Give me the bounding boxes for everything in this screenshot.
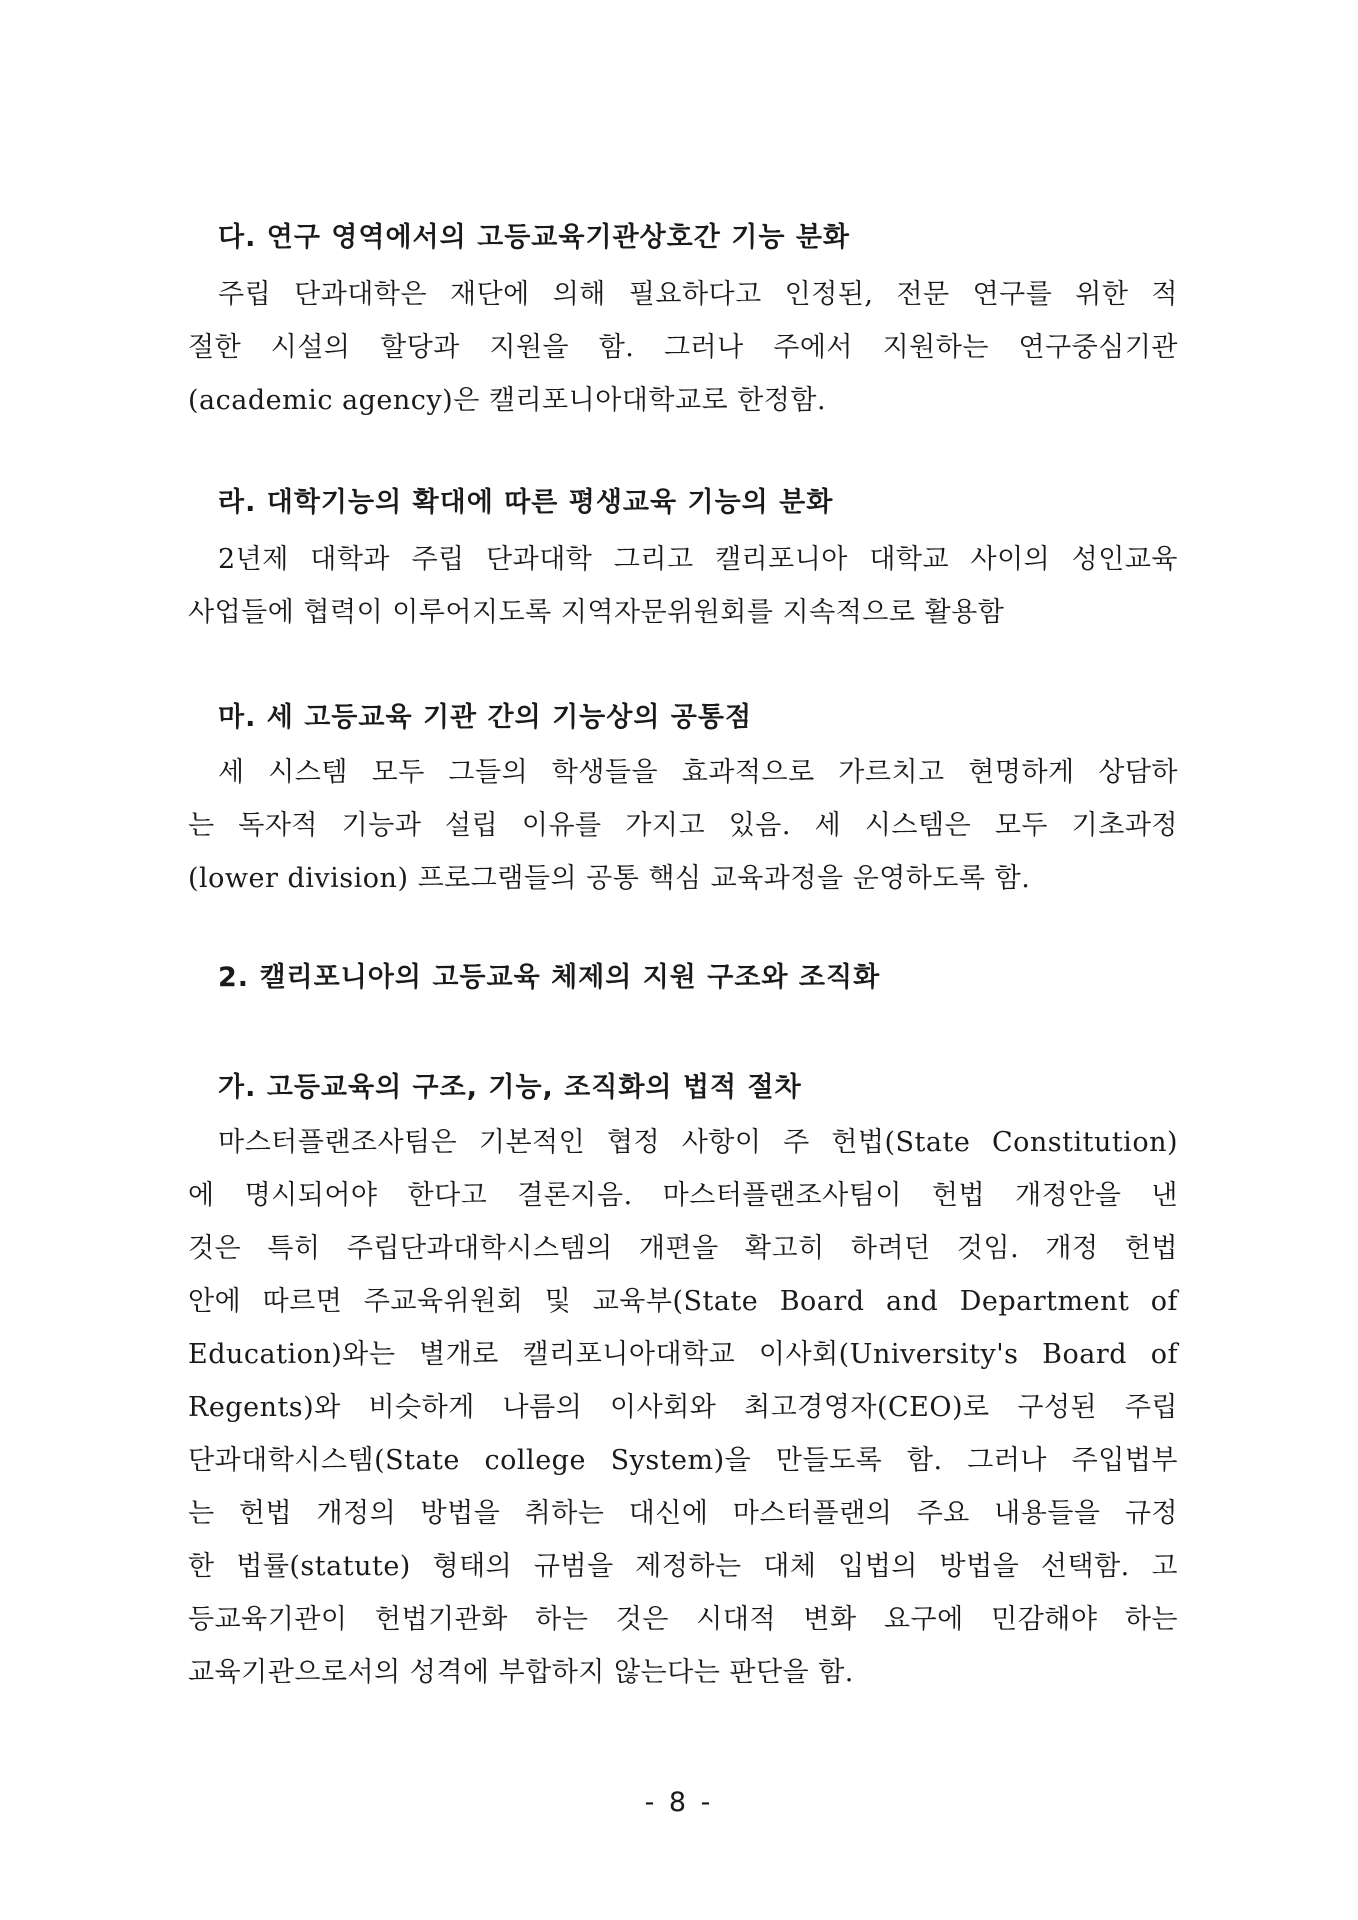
- section-heading-legal-procedure: 가. 고등교육의 구조, 기능, 조직화의 법적 절차: [218, 1072, 802, 1103]
- text-line: (academic agency)은 캘리포니아대학교로 한정함.: [188, 385, 827, 416]
- text-line: Regents)와 비슷하게 나름의 이사회와 최고경영자(CEO)로 구성된 주립: [188, 1392, 1178, 1423]
- chapter-heading-support-structure: 2. 캘리포니아의 고등교육 체제의 지원 구조와 조직화: [218, 962, 881, 993]
- section-heading-lifelong-education: 라. 대학기능의 확대에 따른 평생교육 기능의 분화: [218, 487, 834, 518]
- text-line: 마스터플랜조사팀은 기본적인 협정 사항이 주 헌법(State Constitution): [218, 1127, 1178, 1158]
- text-line: 단과대학시스템(State college System)을 만들도록 함. 그러나 주입법부: [188, 1445, 1178, 1476]
- text-line: 안에 따르면 주교육위원회 및 교육부(State Board and Department of: [188, 1286, 1178, 1317]
- text-line: Education)와는 별개로 캘리포니아대학교 이사회(University's Board of: [188, 1339, 1178, 1370]
- section-body-legal-procedure: [188, 1116, 1178, 1699]
- text-line: 2년제 대학과 주립 단과대학 그리고 캘리포니아 대학교 사이의 성인교육: [218, 544, 1178, 575]
- section-body-research: [188, 268, 1178, 427]
- text-line: 는 헌법 개정의 방법을 취하는 대신에 마스터플랜의 주요 내용들을 규정: [188, 1498, 1178, 1529]
- text-line: (lower division) 프로그램들의 공통 핵심 교육과정을 운영하도록 함.: [188, 863, 1031, 894]
- section-heading-research: 다. 연구 영역에서의 고등교육기관상호간 기능 분화: [218, 222, 850, 253]
- section-heading-common-functions: 마. 세 고등교육 기관 간의 기능상의 공통점: [218, 702, 753, 733]
- text-line: 사업들에 협력이 이루어지도록 지역자문위원회를 지속적으로 활용함: [188, 597, 1005, 628]
- section-body-lifelong-education: [188, 533, 1178, 639]
- text-line: 세 시스템 모두 그들의 학생들을 효과적으로 가르치고 현명하게 상담하: [218, 757, 1178, 788]
- text-line: 절한 시설의 할당과 지원을 함. 그러나 주에서 지원하는 연구중심기관: [188, 332, 1178, 363]
- section-body-common-functions: [188, 746, 1178, 905]
- text-line: 한 법률(statute) 형태의 규범을 제정하는 대체 입법의 방법을 선택함. 고: [188, 1551, 1178, 1582]
- text-line: 교육기관으로서의 성격에 부합하지 않는다는 판단을 함.: [188, 1657, 854, 1688]
- text-line: 것은 특히 주립단과대학시스템의 개편을 확고히 하려던 것임. 개정 헌법: [188, 1233, 1178, 1264]
- text-line: 주립 단과대학은 재단에 의해 필요하다고 인정된, 전문 연구를 위한 적: [218, 279, 1178, 310]
- text-line: 에 명시되어야 한다고 결론지음. 마스터플랜조사팀이 헌법 개정안을 낸: [188, 1180, 1178, 1211]
- page-number: - 8 -: [644, 1787, 714, 1818]
- text-line: 는 독자적 기능과 설립 이유를 가지고 있음. 세 시스템은 모두 기초과정: [188, 810, 1178, 841]
- text-line: 등교육기관이 헌법기관화 하는 것은 시대적 변화 요구에 민감해야 하는: [188, 1604, 1178, 1635]
